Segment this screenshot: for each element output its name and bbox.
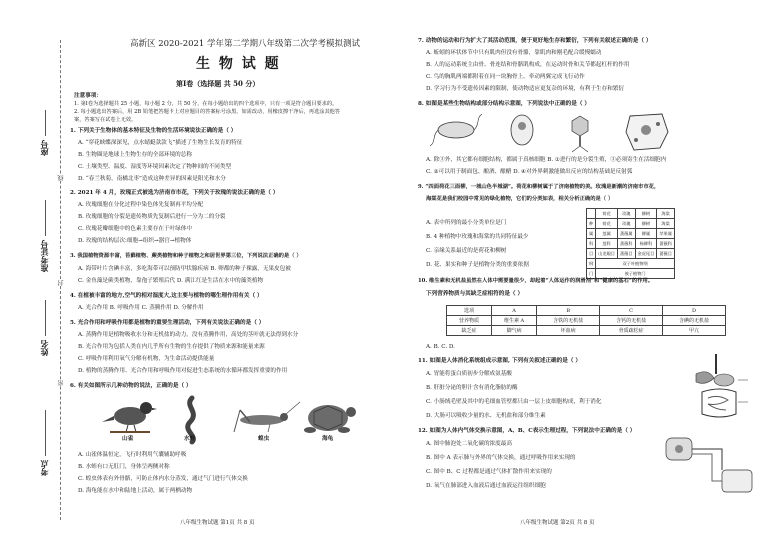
animal-label: 山雀 bbox=[122, 436, 134, 442]
margin-blank-1 bbox=[45, 110, 46, 136]
animal-label: 海龟 bbox=[322, 436, 334, 442]
table-cell: 缺乏症 bbox=[447, 326, 492, 336]
table-cell: 维生素 A bbox=[491, 316, 536, 326]
tit-bird-image bbox=[102, 402, 157, 432]
table-row bbox=[587, 259, 675, 269]
table-cell: 莲属 bbox=[596, 229, 618, 239]
option: D. 氧气在肺部进入血液后通过血液运往组织细胞 bbox=[426, 483, 546, 489]
nutrient-table bbox=[446, 305, 726, 336]
option: C. 鸟的胸肌两端都附着在同一块胸骨上，牵动两翼完成飞行动作 bbox=[426, 74, 585, 80]
table-cell: 蔷薇目 bbox=[657, 249, 675, 259]
animal-label: 水蛭 bbox=[184, 436, 196, 442]
table-cell: 山龙眼目 bbox=[596, 249, 618, 259]
option: C. 呼吸作用利用氧气分解有机物，为生命活动提供能量 bbox=[78, 356, 215, 362]
sea-turtle-image bbox=[304, 405, 356, 433]
name-label: 姓名 bbox=[39, 340, 49, 356]
virus-image bbox=[572, 116, 588, 152]
classification-table bbox=[586, 208, 675, 279]
plant-cell-image bbox=[626, 114, 668, 150]
option: D. 学习行为不受遗传因素的限制，使动物适应更复杂的环境，有利于生存和繁衍 bbox=[426, 86, 625, 92]
question-stem: 9. “四面荷花三面柳，一城山色半城湖”。荷花和柳树属于了济南植物的美。玫瑰是新潮的济南市市花， bbox=[418, 184, 660, 190]
question-stem-cont: 海棠花是我们校园中常见的绿化植物，它们的分类如表，相关分析正确的是（ ） bbox=[426, 196, 614, 202]
seal-mark: 封 bbox=[58, 280, 65, 286]
table-cell: 目 bbox=[587, 249, 596, 259]
table-cell: 柳树 bbox=[635, 219, 657, 229]
table-cell: 坏血病 bbox=[537, 326, 600, 336]
option: C. 金鱼藻是蕨类植物，靠孢子繁殖后代 D. 满江红是生活在水中的藻类植物 bbox=[78, 278, 264, 284]
line-mark: 线 bbox=[58, 175, 65, 181]
table-cell: 蔷薇科 bbox=[657, 239, 675, 249]
table-cell: 荷花 bbox=[596, 219, 618, 229]
table-header: 荷花 bbox=[596, 209, 618, 219]
option: A. 表中所列的最小分类单位是门 bbox=[426, 220, 507, 226]
option: B. 玫瑰细胞的分裂是遗传物质先复制后进行一分为二的分裂 bbox=[78, 214, 226, 220]
option: A. 海带叶片含碘丰富，多吃海带可以预防甲状腺疾病 B. 卵都的种子裸露，无果皮包被 bbox=[78, 266, 291, 272]
exam-title: 高新区 2020-2021 学年第二学期八年级第二次学考模拟测试 bbox=[130, 39, 361, 49]
option: D. 花、果实和种子是植物分类的重要依据 bbox=[426, 262, 529, 268]
table-cell: 被子植物门 bbox=[596, 269, 675, 279]
table-row bbox=[587, 239, 675, 249]
dense-mark: 密 bbox=[58, 380, 65, 386]
question-stem: 5. 光合作用和呼吸作用都是植物的重要生理活动，下列有关说法正确的是（ ） bbox=[70, 320, 265, 326]
question-stem-cont: 下列营养物质与其缺乏症相符的是（ ） bbox=[426, 291, 524, 297]
option: D. 海龟能在水中和陆地上活动，属于两栖动物 bbox=[78, 488, 193, 494]
option: D. 大肠可以吸收少量的水、无机盐和部分维生素 bbox=[426, 413, 546, 419]
table-cell: 柳属 bbox=[635, 229, 657, 239]
note-line: 2. 每小题选出答案后，用 2B 铅笔把答题卡上对应题目的答案标号涂黑，如需改动，用橡皮擦干净后，再选涂其他答 bbox=[74, 109, 341, 115]
table-cell: 纲 bbox=[587, 259, 596, 269]
option: A. 蒸腾作用是植物吸收水分和无机盐的动力，没有蒸腾作用，高处的茎叶就无法得到水分 bbox=[78, 332, 299, 338]
note-line: 案，答案写在试卷上无效。 bbox=[74, 117, 137, 123]
margin-blank-2 bbox=[45, 200, 46, 236]
table-cell: 海棠 bbox=[657, 219, 675, 229]
option: C. ②可以用于制面包、酿酒、酿醋 D. ④对外界刺激能做出反应的结构基础是反射弧 bbox=[426, 169, 633, 175]
option: A. 除③外，其它都有细胞结构，都属于真核细胞 B. ①进行的是分裂生殖，③必须寄生在活细胞内 bbox=[426, 157, 667, 163]
table-cell: 门 bbox=[587, 269, 596, 279]
option: B. 水蛭有口无肛门，身体呈两侧对称 bbox=[78, 464, 170, 470]
table-cell: 蔷薇属 bbox=[617, 229, 635, 239]
table-row bbox=[447, 326, 726, 336]
table-cell: 骨质疏松症 bbox=[600, 326, 663, 336]
note-line: 1. 第Ⅰ卷为选择题共 25 小题，每小题 2 分，共 50 分，在每小题给出的四个选项中，只有一项是符合题目要求的。 bbox=[74, 101, 338, 107]
table-cell: 属 bbox=[587, 229, 596, 239]
table-cell: 含钙的无机盐 bbox=[600, 316, 663, 326]
option: B. 人的运动系统主由骨、骨连结和骨骼肌构成，在运动时骨和关节都起杠杆的作用 bbox=[426, 62, 630, 68]
table-cell: 蔷薇科 bbox=[617, 239, 635, 249]
table-cell: 种 bbox=[587, 219, 596, 229]
question-stem: 8. 如图是某些生物结构或部分结构示意图，下列说法中正确的是（ ） bbox=[418, 101, 590, 107]
option: A. 光合作用 B. 呼吸作用 C. 蒸腾作用 D. 分解作用 bbox=[78, 305, 204, 311]
table-header: B bbox=[537, 306, 600, 316]
table-header: 玫瑰 bbox=[617, 209, 635, 219]
question-stem: 6. 有关如图所示几种动物的说法，正确的是（ ） bbox=[70, 383, 192, 389]
footer-left: 八年级生物试题 第1页 共 8 页 bbox=[180, 520, 255, 526]
notes-label: 注意事项： bbox=[74, 93, 102, 99]
table-cell: 苹果属 bbox=[657, 229, 675, 239]
table-row bbox=[587, 249, 675, 259]
option: A. 图中肺泡处二氧化碳的浓度最高 bbox=[426, 441, 512, 447]
table-header: 选项 bbox=[447, 306, 492, 316]
table-row bbox=[587, 219, 675, 229]
option: A. 玫瑰细胞在分化过程中染色体先复制再平均分配 bbox=[78, 202, 204, 208]
option: C. 小肠绒毛壁及其中的毛细血管壁都只由一层上皮细胞构成，利于消化 bbox=[426, 399, 602, 405]
option: C. 图中 B、C 过程都是通过气体扩散作用来实现的 bbox=[426, 469, 552, 475]
part-title: 第Ⅰ卷（选择题 共 50 分） bbox=[176, 79, 260, 88]
option: A. 蚯蚓的环状体节中只有肌肉但没有骨骼，靠肌肉和刚毛配合缓慢蠕动 bbox=[426, 50, 602, 56]
question-stem: 12. 如图为人体内气体交换示意图，A、B、C表示生理过程，下列说法中正确的是（ ） bbox=[418, 428, 636, 434]
question-stem: 1. 下列关于生物体的基本特征及生物的生活环境说法正确的是（ ） bbox=[70, 128, 237, 134]
table-cell: 双子叶植物纲 bbox=[596, 259, 675, 269]
table-cell: 莲科 bbox=[596, 239, 618, 249]
option: C. 亲缘关系最近的是荷花和柳树 bbox=[426, 248, 507, 254]
grasshopper-image bbox=[234, 402, 300, 432]
option: D. 玫瑰的结构层次:细胞→组织→器官→植物体 bbox=[78, 238, 192, 244]
option: C. 蝗虫体表有外骨骼，可防止体内水分蒸发，通过气门进行气体交换 bbox=[78, 476, 248, 482]
animal-label: 蝗虫 bbox=[258, 436, 270, 442]
table-row bbox=[587, 229, 675, 239]
question-stem: 3. 我国植物资源丰富，苔藓植物、蕨类植物和种子植物之和居世界第三位，下列说法正确的是（ ） bbox=[70, 253, 302, 259]
option: D. 植物的蒸腾作用、光合作用和呼吸作用对促进生态系统的水循环都发挥重要的作用 bbox=[78, 368, 288, 374]
table-cell: 含铁的无机盐 bbox=[537, 316, 600, 326]
table-header: D bbox=[663, 306, 726, 316]
option: A. “穿花蛱蝶深深见，点水蜻蜓款款飞”描述了生物生长发育的特征 bbox=[78, 140, 243, 146]
subject-title: 生 物 试 题 bbox=[196, 56, 281, 72]
option: C. 玫瑰花瓣细胞中的色素主要存在于叶绿体中 bbox=[78, 226, 192, 232]
table-row bbox=[587, 269, 675, 279]
option: B. 生物圈是地球上生物生存的全部环境的总称 bbox=[78, 152, 192, 158]
table-cell: 脚气病 bbox=[491, 326, 536, 336]
yeast-cell-image bbox=[511, 115, 533, 145]
option: B. 图中 A 表示肺与外界的气体交换，通过呼吸作用来实现的 bbox=[426, 455, 576, 461]
option: C. 土壤类型、温度、湿度等环境因素决定了物种间的不同类型 bbox=[78, 164, 232, 170]
answer-options: A. B. C. D. bbox=[426, 344, 455, 350]
cell-figures bbox=[430, 112, 680, 154]
table-row bbox=[447, 306, 726, 316]
bacterium-image bbox=[430, 114, 482, 146]
animal-figures bbox=[100, 392, 360, 450]
gas-exchange-figure bbox=[662, 432, 758, 498]
table-header: C bbox=[600, 306, 663, 316]
room-label: 考点 bbox=[39, 460, 49, 476]
margin-blank-4 bbox=[45, 410, 46, 456]
option: D. “春兰秋菊，南橘北枣”造成这种差异的因素是阳光和水分 bbox=[78, 176, 226, 182]
question-stem: 2. 2021 年 4 月，玫瑰正式被选为济南市市花，下列关于玫瑰的说法正确的是（ ） bbox=[70, 190, 279, 196]
table-cell: 杨柳科 bbox=[635, 239, 657, 249]
table-cell: 蔷薇目 bbox=[617, 249, 635, 259]
question-stem: 10. 维生素和无机盐虽然在人体中需要量很少，却起着“人体运作的润滑剂”和“健康的基石”的作用。 bbox=[418, 278, 654, 284]
table-cell: 玫瑰 bbox=[617, 219, 635, 229]
table-cell: 营养物质 bbox=[447, 316, 492, 326]
margin-blank-3 bbox=[45, 300, 46, 336]
question-stem: 4. 在植被丰富的地方,空气的相对湿度大,这主要与植物的哪生理作用有关（ ） bbox=[70, 293, 263, 299]
table-header: 柳树 bbox=[635, 209, 657, 219]
option: A. 山雀体温恒定，飞行时利用气囊辅助呼吸 bbox=[78, 452, 187, 458]
table-cell: 含碘的无机盐 bbox=[663, 316, 726, 326]
table-header bbox=[587, 209, 596, 219]
option: A. 胃能将蛋白质初步分解成氨基酸 bbox=[426, 371, 512, 377]
table-cell: 科 bbox=[587, 239, 596, 249]
table-cell: 甲亢 bbox=[663, 326, 726, 336]
seat-label: 座号 bbox=[39, 140, 49, 156]
digestive-system-figure bbox=[690, 352, 750, 424]
table-header: A bbox=[491, 306, 536, 316]
exam-no-label: 准考证号 bbox=[39, 240, 49, 272]
question-stem: 11. 如图是人体消化系统组成示意图, 下列有关叙述正确的是（ ） bbox=[418, 358, 581, 364]
table-header: 海棠 bbox=[657, 209, 675, 219]
footer-right: 八年级生物试题 第2页 共 8 页 bbox=[520, 520, 595, 526]
option: B. 肝脏分泌的胆汁含有消化脂肪的酶 bbox=[426, 385, 518, 391]
table-cell: 金虎尾目 bbox=[635, 249, 657, 259]
option: B. 4 种植物中玫瑰和海棠的共同特征最少 bbox=[426, 234, 529, 240]
table-row bbox=[447, 316, 726, 326]
question-stem: 7. 动物的运动和行为扩大了其活动范围，便于更好地生存和繁衍，下列有关叙述正确的是（ ） bbox=[418, 38, 652, 44]
option: B. 光合作用为包括人类在内几乎所有生物的生存提供了物质来源和能量来源 bbox=[78, 344, 265, 350]
